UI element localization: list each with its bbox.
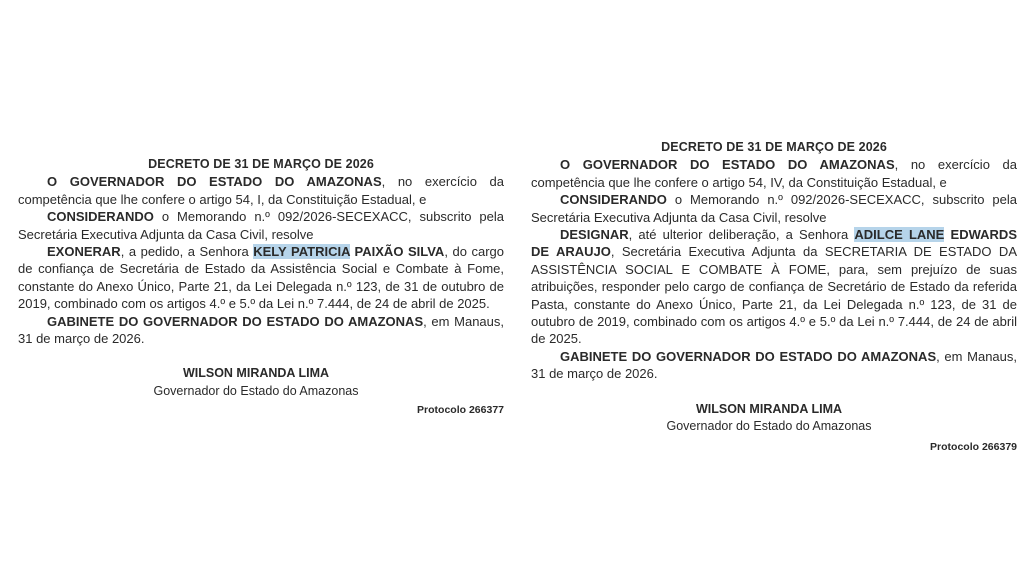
highlighted-name: ADILCE LANE bbox=[854, 227, 945, 243]
decree-left bbox=[18, 156, 504, 420]
gabinete-heading: GABINETE DO GOVERNADOR DO ESTADO DO AMAZONAS bbox=[560, 348, 937, 364]
paragraph-designar bbox=[531, 226, 1017, 348]
decree-title: DECRETO DE 31 DE MARÇO DE 2026 bbox=[661, 140, 887, 154]
paragraph-gabinete bbox=[18, 313, 504, 348]
action-heading: EXONERAR bbox=[47, 244, 121, 260]
signature-role: Governador do Estado do Amazonas bbox=[666, 419, 872, 434]
paragraph-governor bbox=[18, 173, 504, 208]
decree-title: DECRETO DE 31 DE MARÇO DE 2026 bbox=[148, 157, 374, 171]
paragraph-considerando bbox=[18, 208, 504, 243]
paragraph-text: o Memorando n.º 092/2026-SECEXACC, subscrito pela Secretária Executiva Adjunta da Casa Civil, resolve bbox=[531, 192, 1017, 225]
paragraph-text: , no exercício da competência que lhe confere o artigo 54, I, da Constituição Estadual, e bbox=[18, 174, 504, 207]
paragraph-considerando bbox=[531, 191, 1017, 226]
paragraph-exonerar bbox=[18, 243, 504, 313]
paragraph-text: , em Manaus, 31 de março de 2026. bbox=[18, 313, 504, 347]
paragraph-text: , do cargo de confiança de Secretária de Estado da Assistência Social e Combate à Fome, constante do Anexo Único, Parte 21, da Lei Delegada n.º 123, de 31 de outubro de 2019, combinado com os artigos 4.º e 5.º da Lei n.º 7.444, de 24 de abril de 2025. bbox=[18, 244, 504, 312]
considerando-heading: CONSIDERANDO bbox=[560, 192, 667, 208]
person-surname: PAIXÃO SILVA bbox=[350, 244, 445, 260]
governor-heading: O GOVERNADOR DO ESTADO DO AMAZONAS bbox=[47, 174, 382, 190]
considerando-heading: CONSIDERANDO bbox=[47, 209, 154, 225]
signature-role: Governador do Estado do Amazonas bbox=[153, 383, 359, 398]
paragraph-gabinete bbox=[531, 348, 1017, 383]
paragraph-text: , no exercício da competência que lhe confere o artigo 54, IV, da Constituição Estadual, e bbox=[531, 157, 1017, 190]
protocol-number: Protocolo 266377 bbox=[417, 404, 504, 417]
signature-block bbox=[8, 365, 504, 400]
protocol-number: Protocolo 266379 bbox=[930, 440, 1017, 453]
highlighted-name: KELY PATRICIA bbox=[253, 244, 351, 260]
governor-heading: O GOVERNADOR DO ESTADO DO AMAZONAS bbox=[560, 157, 895, 173]
signature-block bbox=[521, 401, 1017, 436]
person-surname: EDWARDS DE ARAUJO bbox=[531, 227, 1017, 260]
paragraph-text: , a pedido, a Senhora bbox=[120, 244, 254, 260]
paragraph-text: , Secretária Executiva Adjunta da SECRETARIA DE ESTADO DA ASSISTÊNCIA SOCIAL E COMBATE À FOME, para, sem prejuízo de suas atribuições, responder pelo cargo de confiança de Secretário de Estado da referida Pasta, constante do Anexo Único, Parte 21, da Lei Delegada n.º 123, de 31 de outubro de 2019, combinado com os artigos 4.º e 5.º da Lei n.º 7.444, de 24 de abril de 2025. bbox=[531, 244, 1017, 347]
decree-right bbox=[531, 139, 1017, 456]
paragraph-text: , até ulterior deliberação, a Senhora bbox=[628, 227, 855, 243]
paragraph-text: o Memorando n.º 092/2026-SECEXACC, subscrito pela Secretária Executiva Adjunta da Casa Civil, resolve bbox=[18, 209, 504, 242]
action-heading: DESIGNAR bbox=[560, 227, 629, 243]
paragraph-text: , em Manaus, 31 de março de 2026. bbox=[531, 348, 1017, 382]
signature-name: WILSON MIRANDA LIMA bbox=[695, 401, 843, 416]
paragraph-governor bbox=[531, 156, 1017, 191]
signature-name: WILSON MIRANDA LIMA bbox=[182, 366, 330, 381]
gabinete-heading: GABINETE DO GOVERNADOR DO ESTADO DO AMAZONAS bbox=[47, 313, 424, 329]
